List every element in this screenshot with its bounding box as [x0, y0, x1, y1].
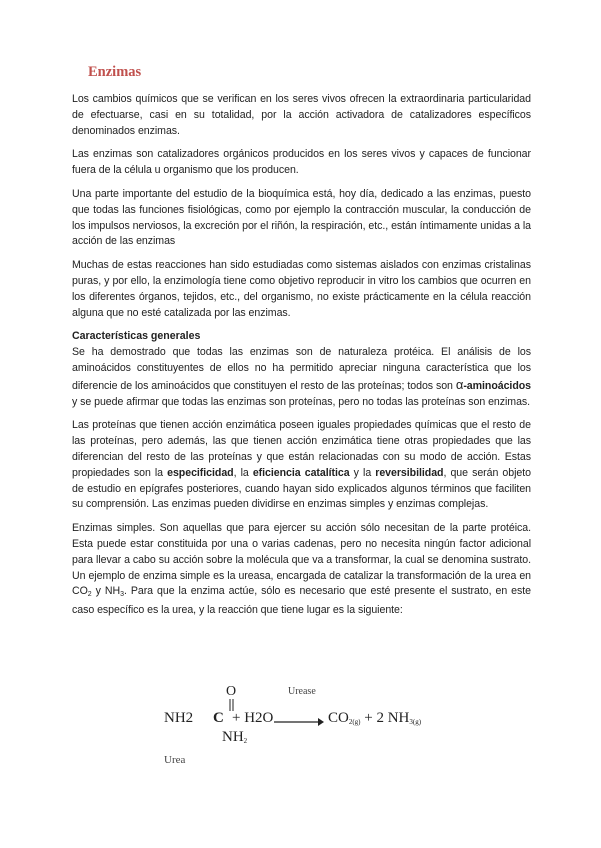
p7-sub-co2: 2 — [87, 591, 92, 599]
product-co: CO — [328, 710, 349, 726]
document-page — [72, 62, 531, 627]
paragraph-enzymology: Muchas de estas reacciones han sido estudiadas como sistemas aislados con enzimas cristalinas puras, y por ello, la enzimología tiene como objetivo reproducir in vitro los cambios que ocurren en los diferentes órganos, tejidos, etc., del organismo, no existe prácticamente en la célula reacción alguna que no esté catalizada por las enzimas. — [72, 259, 531, 319]
p5-text-after: y se puede afirmar que todas las enzimas son proteínas, pero no todas las proteínas son enzimas. — [72, 395, 531, 408]
p6-text-2: , la — [233, 466, 253, 479]
p5-bold-aminoacids: -aminoácidos — [463, 379, 531, 392]
urea-label: Urea — [164, 754, 186, 766]
page-title: Enzimas — [88, 64, 142, 80]
product-sub-nh3: 3(g) — [409, 718, 422, 726]
p7-text-1: Enzimas simples. Son aquellas que para ejercer su acción sólo necesitan de la parte protéica. Esta puede estar constituida por una o varias cadenas, pero no necesita ningún factor adicional para llevar a cabo su acción sobre la molécula que va a transformar, la cual se denomina sustrato. Un ejemplo de enzima simple es la ureasa, encargada de catalizar la transformación de la urea en CO — [72, 522, 531, 598]
paragraph-intro: Los cambios químicos que se verifican en los seres vivos ofrecen la extraordinaria particularidad de efectuarse, casi en su totalidad, por la acción activadora de catalizadores específicos denominados enzimas. — [72, 93, 531, 137]
p7-text-2: y NH — [91, 585, 121, 598]
paragraph-simple-enzymes — [72, 521, 531, 619]
oxygen-atom: O — [226, 684, 237, 699]
p7-text-3: . Para que la enzima actúe, sólo es necesario que esté presente el sustrato, en este caso específico es la urea, y la reacción que tiene lugar es la siguiente: — [72, 585, 531, 617]
urea-reaction-diagram — [160, 684, 440, 774]
enzyme-label: Urease — [288, 686, 316, 697]
product-sub-co2: 2(g) — [348, 718, 361, 726]
p6-text-1: Las proteínas que tienen acción enzimática poseen iguales propiedades químicas que el resto de las proteínas, pero además, las que tienen acción enzimática tiene otras propiedades que las diferencian del resto de las proteínas y que están relacionadas con su modo de acción. Estas propiedades son la — [72, 419, 531, 479]
paragraph-properties — [72, 418, 531, 513]
term-especificidad: especificidad — [167, 466, 234, 479]
left-amino-group: NH2 — [164, 710, 194, 726]
p5-text-before: Se ha demostrado que todas las enzimas son de naturaleza protéica. El análisis de los aminoácidos constituyentes de ellos no ha permitido apreciar ninguna característica que los diferencie de los aminoácidos que constituyen el resto de las proteínas; todos son — [72, 346, 531, 392]
paragraph-biochemistry: Una parte importante del estudio de la bioquímica está, hoy día, dedicado a las enzimas, puesto que todas las funciones fisiológicas, como por ejemplo la contracción muscular, la conducción de los impulsos nerviosos, la excreción por el riñón, la respiración, etc., están íntimamente unidas a la acción de las enzimas — [72, 187, 531, 248]
p7-sub-nh3: 3 — [120, 591, 124, 599]
paragraph-definition: Las enzimas son catalizadores orgánicos producidos en los seres vivos y capaces de funcionar fuera de la célula u organismo que los producen. — [72, 148, 531, 177]
carbon-atom: C — [213, 710, 224, 726]
p6-text-3: y la — [349, 466, 376, 479]
term-eficiencia: eficiencia catalítica — [252, 466, 350, 479]
alpha-symbol: α — [455, 376, 464, 392]
bottom-amino-group — [222, 729, 247, 746]
paragraph-protein-nature — [72, 345, 531, 410]
reaction-arrow-icon — [274, 717, 324, 727]
product-plus-nh: + 2 NH — [360, 710, 410, 726]
plus-water: + H2O — [232, 710, 274, 726]
bottom-nh: NH — [222, 729, 244, 745]
reaction-products — [328, 710, 421, 727]
p6-text-4: , que serán objeto de estudio en epígrafes posteriores, cuando hayan sido explicados algunos términos que faciliten su comprensión. Las enzimas pueden dividirse en enzimas simples y enzimas complejas. — [72, 466, 531, 511]
term-reversibilidad: reversibilidad — [375, 466, 444, 479]
bottom-sub: 2 — [243, 737, 248, 745]
section-heading: Características generales — [72, 330, 201, 343]
